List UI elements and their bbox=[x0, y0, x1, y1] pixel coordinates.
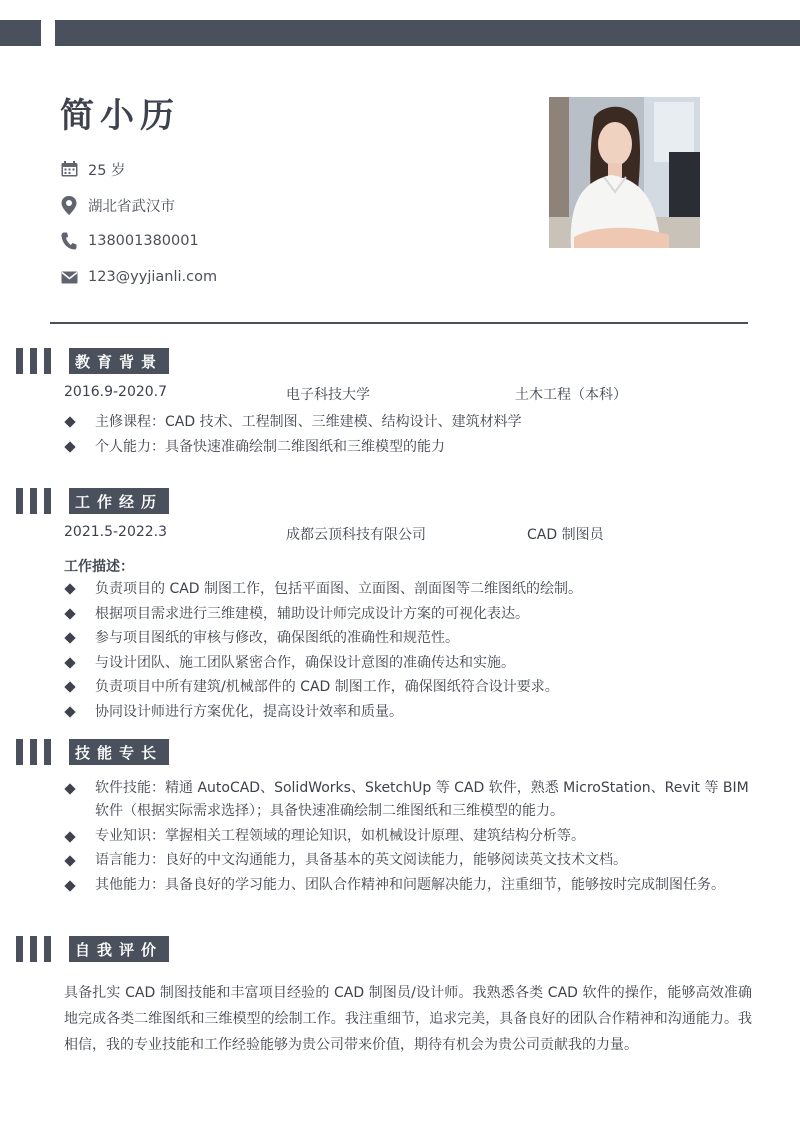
info-phone bbox=[60, 230, 199, 252]
section-title-self: 自我评价 bbox=[69, 936, 169, 962]
list-item: 负责项目中所有建筑/机械部件的 CAD 制图工作，确保图纸符合设计要求。 bbox=[64, 675, 754, 700]
education-major: 土木工程（本科） bbox=[515, 387, 627, 403]
info-age bbox=[60, 158, 126, 180]
resume-name: 简小历 bbox=[60, 96, 180, 136]
list-item: 个人能力：具备快速准确绘制二维图纸和三维模型的能力 bbox=[64, 435, 754, 460]
self-evaluation-text: 具备扎实 CAD 制图技能和丰富项目经验的 CAD 制图员/设计师。我熟悉各类 CAD 软件的操作，能够高效准确地完成各类二维图纸和三维模型的绘制工作。我注重细节，追求完美，具备良好的团队合作精神和沟通能力。我相信，我的专业技能和工作经验能够为贵公司带来价值，期待有机会为贵公司贡献我的力量。 bbox=[64, 985, 752, 1053]
age-text: 25 岁 bbox=[88, 162, 126, 179]
diamond-bullet-icon bbox=[64, 880, 75, 891]
list-item: 专业知识：掌握相关工程领域的理论知识，如机械设计原理、建筑结构分析等。 bbox=[64, 825, 754, 848]
section-header-self bbox=[16, 936, 169, 962]
section-title-skills: 技能专长 bbox=[69, 739, 169, 765]
diamond-bullet-icon bbox=[64, 583, 75, 594]
section-header-education bbox=[16, 348, 169, 374]
diamond-bullet-icon bbox=[64, 681, 75, 692]
work-position: CAD 制图员 bbox=[527, 527, 604, 543]
education-school: 电子科技大学 bbox=[286, 387, 370, 403]
diamond-bullet-icon bbox=[64, 441, 75, 452]
work-description-title: 工作描述： bbox=[64, 559, 134, 575]
list-item: 根据项目需求进行三维建模，辅助设计师完成设计方案的可视化表达。 bbox=[64, 602, 754, 627]
diamond-bullet-icon bbox=[64, 783, 75, 794]
profile-photo bbox=[549, 97, 700, 248]
info-location bbox=[60, 194, 175, 216]
diamond-bullet-icon bbox=[64, 855, 75, 866]
education-date: 2016.9-2020.7 bbox=[64, 384, 168, 400]
calendar-icon bbox=[60, 160, 78, 178]
list-item: 其他能力：具备良好的学习能力、团队合作精神和问题解决能力，注重细节，能够按时完成制图任务。 bbox=[64, 874, 754, 897]
diamond-bullet-icon bbox=[64, 831, 75, 842]
email-text: 123@yyjianli.com bbox=[88, 269, 218, 285]
phone-icon bbox=[60, 232, 78, 250]
section-header-skills bbox=[16, 739, 169, 765]
info-email bbox=[60, 266, 217, 288]
section-title-work: 工作经历 bbox=[69, 488, 169, 514]
diamond-bullet-icon bbox=[64, 657, 75, 668]
section-header-work bbox=[16, 488, 169, 514]
section-title-education: 教育背景 bbox=[69, 348, 169, 374]
work-company: 成都云顶科技有限公司 bbox=[286, 527, 426, 543]
education-bullets bbox=[64, 410, 754, 459]
list-item: 与设计团队、施工团队紧密合作，确保设计意图的准确传达和实施。 bbox=[64, 651, 754, 676]
list-item: 主修课程：CAD 技术、工程制图、三维建模、结构设计、建筑材料学 bbox=[64, 410, 754, 435]
diamond-bullet-icon bbox=[64, 632, 75, 643]
work-bullets bbox=[64, 577, 754, 724]
list-item: 参与项目图纸的审核与修改，确保图纸的准确性和规范性。 bbox=[64, 626, 754, 651]
list-item: 软件技能：精通 AutoCAD、SolidWorks、SketchUp 等 CAD 软件，熟悉 MicroStation、Revit 等 BIM 软件（根据实际需求选择）；具备快速准确绘制二维图纸和三维模型的能力。 bbox=[64, 777, 754, 823]
list-item: 语言能力：良好的中文沟通能力，具备基本的英文阅读能力，能够阅读英文技术文档。 bbox=[64, 849, 754, 872]
envelope-icon bbox=[60, 268, 78, 286]
top-bar-left bbox=[0, 20, 41, 46]
location-text: 湖北省武汉市 bbox=[88, 198, 175, 215]
list-item: 协同设计师进行方案优化，提高设计效率和质量。 bbox=[64, 700, 754, 725]
phone-text: 138001380001 bbox=[88, 233, 199, 249]
work-date: 2021.5-2022.3 bbox=[64, 524, 168, 540]
header-divider bbox=[50, 322, 748, 324]
location-pin-icon bbox=[60, 196, 78, 214]
list-item: 负责项目的 CAD 制图工作，包括平面图、立面图、剖面图等二维图纸的绘制。 bbox=[64, 577, 754, 602]
diamond-bullet-icon bbox=[64, 706, 75, 717]
diamond-bullet-icon bbox=[64, 416, 75, 427]
skills-bullets bbox=[64, 777, 754, 898]
diamond-bullet-icon bbox=[64, 608, 75, 619]
top-bar-right bbox=[55, 20, 800, 46]
